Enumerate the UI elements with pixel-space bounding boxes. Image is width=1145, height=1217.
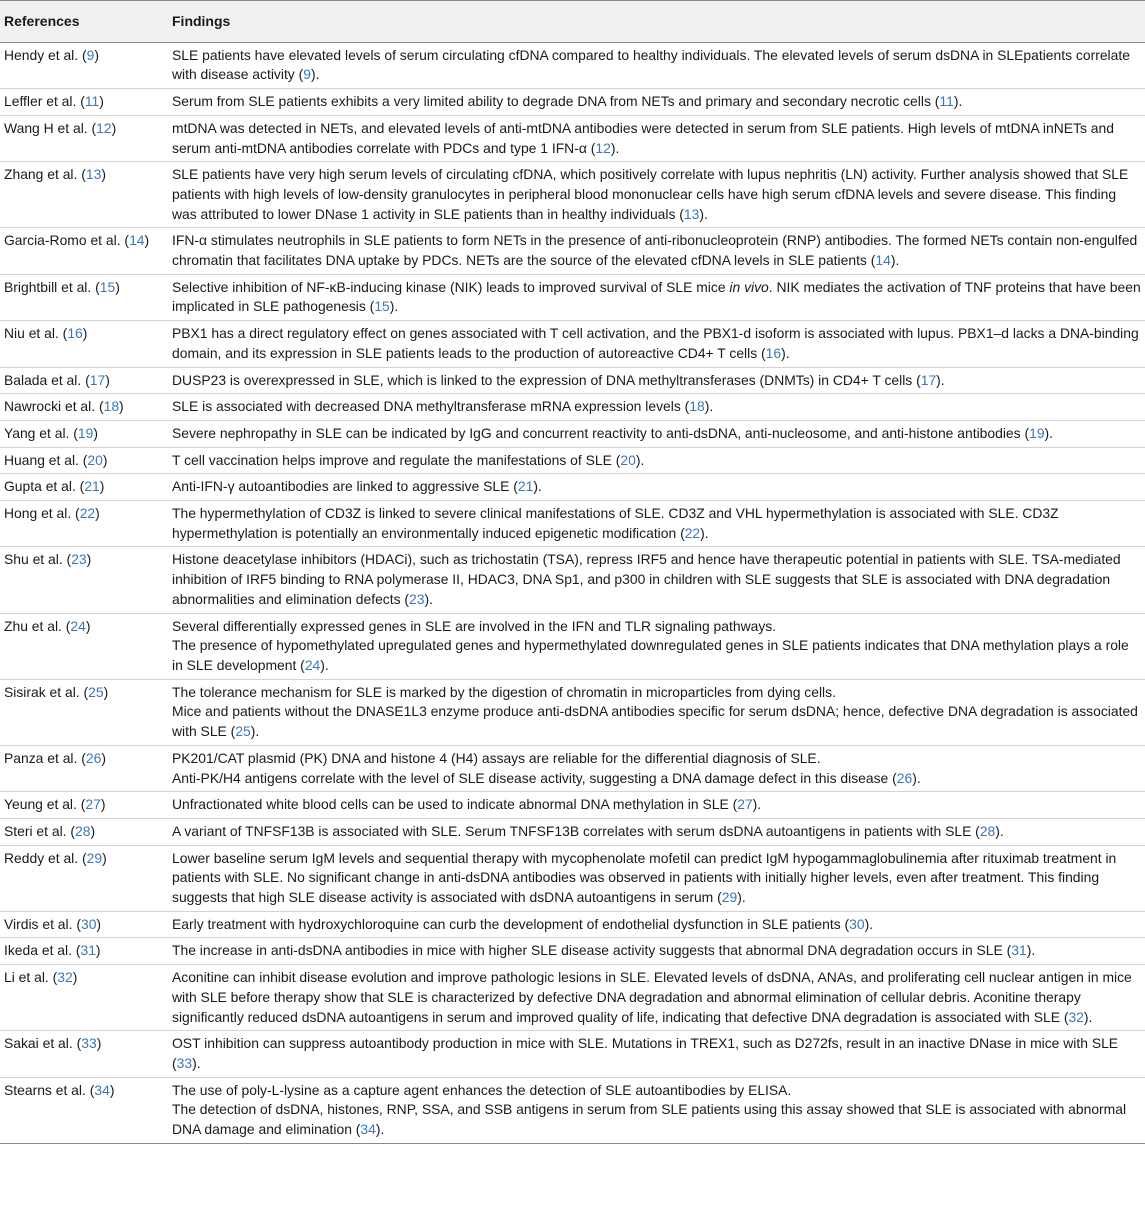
reference-author: Nawrocki et al. xyxy=(4,398,96,415)
finding-text: ). xyxy=(781,344,790,361)
reference-cell: Yeung et al. (27) xyxy=(0,792,168,819)
reference-cell: Ikeda et al. (31) xyxy=(0,938,168,965)
finding-text: ). xyxy=(192,1054,201,1071)
inline-citation-link[interactable]: 31 xyxy=(1011,942,1027,959)
finding-text: mtDNA was detected in NETs, and elevated levels of anti-mtDNA antibodies were detected in serum from SLE patients. High levels of mtDNA in xyxy=(172,119,1054,136)
finding-text: ). xyxy=(936,371,945,388)
finding-text: ). xyxy=(389,298,399,315)
findings-cell xyxy=(168,321,1145,367)
reference-citation-link[interactable]: 17 xyxy=(89,371,106,388)
finding-text: SLE patients have very high serum levels of circulating cfDNA, which positively correlate with lupus nephritis (LN) activity. Further analysis showed that SLE patients with high levels of low-density granulocytes in peripheral blood mononuclear cells have high serum cfDNA levels and severe disease. This finding was attributed to lower DNase 1 activity in SLE patients than in healthy individuals ( xyxy=(172,166,1129,222)
reference-cell: Virdis et al. (30) xyxy=(0,911,168,938)
finding-text: Anti-IFN-γ autoantibodies are linked to aggressive SLE ( xyxy=(172,478,518,495)
finding-text: Severe nephropathy in SLE can be indicated by IgG and concurrent reactivity to anti-dsDNA, anti-nucleosome, and anti-histone antibodies ( xyxy=(172,424,1030,441)
table-row xyxy=(0,1031,1145,1077)
finding-text: Several differentially expressed genes in SLE are involved in the IFN and TLR signaling pathways. xyxy=(172,617,777,634)
finding-text: Histone deacetylase inhibitors (HDACi), such as trichostatin (TSA), repress IRF5 and hence have therapeutic potential in patients with SLE. TSA-mediated inhibition of IRF5 binding to RNA polymerase II, HDAC3, DNA Sp1, and p300 in children with SLE suggests that SLE is associated with DNA degradation abnormalities and elimination defects ( xyxy=(172,551,1121,607)
reference-author: Zhang et al. xyxy=(4,166,78,183)
table-row xyxy=(0,474,1145,501)
findings-cell xyxy=(168,420,1145,447)
reference-cell: Yang et al. (19) xyxy=(0,420,168,447)
findings-cell xyxy=(168,501,1145,547)
inline-citation-link[interactable]: 22 xyxy=(684,524,701,541)
findings-cell xyxy=(168,367,1145,394)
findings-cell xyxy=(168,89,1145,116)
inline-citation-link[interactable]: 21 xyxy=(517,478,534,495)
finding-paragraph xyxy=(172,477,1143,497)
finding-text: ). xyxy=(1044,424,1054,441)
finding-text: DUSP23 is overexpressed in SLE, which is linked to the expression of DNA methyltransferases (DNMTs) in CD4+ T cells ( xyxy=(172,371,921,388)
reference-author: Virdis et al. xyxy=(4,915,73,932)
finding-paragraph xyxy=(172,371,1143,391)
reference-cell: Balada et al. (17) xyxy=(0,367,168,394)
finding-text: Serum from SLE patients exhibits a very limited ability to degrade DNA from NETs and primary and secondary necrotic cells ( xyxy=(172,93,940,110)
finding-text: Aconitine can inhibit disease evolution and improve pathologic lesions in SLE. Elevated levels of dsDNA, ANAs, and proliferating cell nuclear antigen in mice with SLE before therapy show that SLE is characterized by defective DNA degradation and abnormal elimination of cellular debris. Aconitine therapy significantly reduced dsDNA autoantigens in serum and improved quality of life, indicating that defective DNA degradation is associated with SLE ( xyxy=(172,969,1132,1025)
inline-citation-link[interactable]: 16 xyxy=(765,344,782,361)
reference-author: Huang et al. xyxy=(4,451,79,468)
table-row xyxy=(0,1077,1145,1143)
finding-paragraph xyxy=(172,1034,1143,1073)
finding-text: OST inhibition can suppress autoantibody production in mice with SLE. Mutations in TREX1, such as D272fs, result in an inactive DNase in mice with SLE ( xyxy=(172,1035,1119,1071)
finding-text: Early treatment with hydroxychloroquine can curb the development of endothelial dysfunction in SLE patients ( xyxy=(172,915,850,932)
reference-citation-link[interactable]: 21 xyxy=(84,478,100,495)
finding-text: ). xyxy=(533,478,542,495)
finding-text: ). xyxy=(737,889,746,906)
finding-paragraph xyxy=(172,397,1143,417)
finding-text: ). xyxy=(890,252,900,269)
findings-cell xyxy=(168,274,1145,320)
findings-cell xyxy=(168,162,1145,228)
finding-paragraph xyxy=(172,278,1143,317)
table-body xyxy=(0,42,1145,1143)
reference-cell: Gupta et al. (21) xyxy=(0,474,168,501)
reference-author: Garcia-Romo et al. xyxy=(4,232,121,249)
finding-text: A variant of TNFSF13B is associated with SLE. Serum TNFSF13B correlates with serum dsDNA autoantigens in patients with SLE ( xyxy=(172,822,980,839)
findings-cell xyxy=(168,845,1145,911)
reference-cell: Li et al. (32) xyxy=(0,965,168,1031)
reference-citation-link[interactable]: 20 xyxy=(87,451,103,468)
inline-citation-link[interactable]: 27 xyxy=(737,796,753,813)
reference-cell: Hong et al. (22) xyxy=(0,501,168,547)
table-row xyxy=(0,321,1145,367)
reference-author: Hong et al. xyxy=(4,505,72,522)
finding-paragraph xyxy=(172,550,1143,609)
reference-citation-link[interactable]: 16 xyxy=(67,325,83,342)
reference-cell: Sakai et al. (33) xyxy=(0,1031,168,1077)
finding-text: . NIK mediates the activation of TNF proteins that have been implicated in SLE pathogenesis ( xyxy=(172,278,1141,315)
inline-citation-link[interactable]: 32 xyxy=(1068,1008,1084,1025)
inline-citation-link[interactable]: 19 xyxy=(1029,424,1045,441)
finding-paragraph xyxy=(172,1081,1143,1101)
table-row xyxy=(0,367,1145,394)
findings-cell xyxy=(168,474,1145,501)
finding-text: SLE patients have elevated levels of serum circulating cfDNA compared to healthy individuals. The elevated levels of serum dsDNA in SLE xyxy=(172,46,1024,63)
finding-text: ). xyxy=(752,796,762,813)
table-row xyxy=(0,115,1145,161)
reference-author: Zhu et al. xyxy=(4,617,62,634)
finding-text: NETs and serum anti-mtDNA antibodies correlate with PDCs and type 1 IFN-α ( xyxy=(172,119,1114,156)
inline-citation-link[interactable]: 9 xyxy=(303,66,311,83)
finding-text: ). xyxy=(864,915,874,932)
finding-text: The presence of hypomethylated upregulated genes and hypermethylated downregulated genes in SLE patients indicates that DNA methylation plays a role in SLE development ( xyxy=(172,637,1129,673)
finding-paragraph xyxy=(172,324,1143,363)
reference-cell: Leffler et al. (11) xyxy=(0,89,168,116)
findings-cell xyxy=(168,792,1145,819)
finding-text: ). xyxy=(1026,942,1036,959)
table-row xyxy=(0,938,1145,965)
findings-cell xyxy=(168,447,1145,474)
finding-text: ). xyxy=(953,93,963,110)
finding-text: PK201/CAT plasmid (PK) DNA and histone 4 (H4) assays are reliable for the differential diagnosis of SLE. xyxy=(172,749,821,766)
reference-author: Leffler et al. xyxy=(4,93,77,110)
reference-citation-link[interactable]: 14 xyxy=(129,232,145,249)
finding-text: SLE is associated with decreased DNA methyltransferase mRNA expression levels ( xyxy=(172,398,690,415)
reference-citation-link[interactable]: 30 xyxy=(80,915,97,932)
reference-citation-link[interactable]: 9 xyxy=(86,46,95,63)
finding-text: The increase in anti-dsDNA antibodies in mice with higher SLE disease activity suggests that abnormal DNA degradation occurs in SLE ( xyxy=(172,942,1012,959)
reference-cell: Steri et al. (28) xyxy=(0,818,168,845)
reference-citation-link[interactable]: 34 xyxy=(94,1081,110,1098)
inline-citation-link[interactable]: 30 xyxy=(849,915,865,932)
finding-text: ). xyxy=(635,451,645,468)
inline-citation-link[interactable]: 25 xyxy=(235,723,251,740)
reference-cell: Reddy et al. (29) xyxy=(0,845,168,911)
reference-citation-link[interactable]: 33 xyxy=(81,1035,97,1052)
reference-author: Li et al. xyxy=(4,969,49,986)
findings-cell xyxy=(168,547,1145,613)
reference-cell: Panza et al. (26) xyxy=(0,745,168,791)
findings-cell xyxy=(168,818,1145,845)
reference-author: Hendy et al. xyxy=(4,46,79,63)
finding-paragraph xyxy=(172,165,1143,224)
reference-author: Niu et al. xyxy=(4,325,59,342)
finding-text: Selective inhibition of NF-κB-inducing kinase (NIK) leads to improved survival of SLE mice xyxy=(172,278,730,295)
reference-cell: Nawrocki et al. (18) xyxy=(0,394,168,421)
findings-cell xyxy=(168,42,1145,88)
finding-text: ). xyxy=(995,822,1004,839)
finding-text: ). xyxy=(250,723,260,740)
inline-citation-link[interactable]: 28 xyxy=(979,822,996,839)
finding-paragraph xyxy=(172,968,1143,1027)
finding-paragraph xyxy=(172,424,1143,444)
reference-citation-link[interactable]: 12 xyxy=(96,119,112,136)
inline-citation-link[interactable]: 14 xyxy=(875,252,891,269)
finding-text: patients correlate with disease activity ( xyxy=(172,46,1130,83)
reference-cell: Sisirak et al. (25) xyxy=(0,679,168,745)
finding-paragraph xyxy=(172,795,1143,815)
reference-cell: Garcia-Romo et al. (14) xyxy=(0,228,168,274)
table-row xyxy=(0,547,1145,613)
finding-text: The detection of dsDNA, histones, RNP, SSA, and SSB antigens in serum from SLE patients using this assay showed that SLE is associated with abnormal DNA damage and elimination ( xyxy=(172,1101,1127,1138)
reference-author: Gupta et al. xyxy=(4,478,76,495)
findings-cell xyxy=(168,115,1145,161)
reference-citation-link[interactable]: 18 xyxy=(103,398,120,415)
inline-citation-link[interactable]: 23 xyxy=(409,590,425,607)
finding-text: IFN-α stimulates neutrophils in SLE patients to form NETs in the presence of anti-ribonucleoprotein (RNP) antibodies. The formed NETs contain non-engulfed chromatin that facilitates DNA uptake by PDCs. NETs are the source of the elevated cfDNA levels in SLE patients ( xyxy=(172,232,1138,269)
inline-citation-link[interactable]: 33 xyxy=(176,1054,193,1071)
inline-citation-link[interactable]: 24 xyxy=(304,656,321,673)
inline-citation-link[interactable]: 20 xyxy=(620,451,636,468)
inline-citation-link[interactable]: 26 xyxy=(896,769,913,786)
reference-author: Ikeda et al. xyxy=(4,942,72,959)
table-row xyxy=(0,745,1145,791)
finding-paragraph xyxy=(172,231,1143,270)
finding-text: ). xyxy=(610,139,620,156)
findings-cell xyxy=(168,745,1145,791)
reference-author: Yeung et al. xyxy=(4,796,77,813)
table-row xyxy=(0,447,1145,474)
table-row xyxy=(0,679,1145,745)
header-row xyxy=(0,1,1145,43)
table-row xyxy=(0,89,1145,116)
reference-author: Reddy et al. xyxy=(4,849,79,866)
table-row xyxy=(0,911,1145,938)
finding-text: ). xyxy=(310,66,320,83)
table-row xyxy=(0,501,1145,547)
reference-citation-link[interactable]: 24 xyxy=(70,617,86,634)
reference-cell: Brightbill et al. (15) xyxy=(0,274,168,320)
finding-paragraph xyxy=(172,119,1143,158)
reference-cell: Wang H et al. (12) xyxy=(0,115,168,161)
table-row xyxy=(0,613,1145,679)
finding-paragraph xyxy=(172,702,1143,741)
finding-paragraph xyxy=(172,636,1143,675)
finding-paragraph xyxy=(172,617,1143,637)
findings-cell xyxy=(168,965,1145,1031)
finding-text: T cell vaccination helps improve and regulate the manifestations of SLE ( xyxy=(172,451,621,468)
finding-text: Anti-PK/H4 antigens correlate with the level of SLE disease activity, suggesting a DNA damage defect in this disease ( xyxy=(172,769,897,786)
finding-paragraph xyxy=(172,769,1143,789)
reference-author: Panza et al. xyxy=(4,749,78,766)
finding-text: ). xyxy=(912,769,921,786)
finding-paragraph xyxy=(172,504,1143,543)
reference-citation-link[interactable]: 29 xyxy=(86,849,103,866)
findings-cell xyxy=(168,613,1145,679)
table-row xyxy=(0,420,1145,447)
reference-citation-link[interactable]: 31 xyxy=(80,942,96,959)
inline-citation-link[interactable]: 15 xyxy=(374,298,390,315)
reference-citation-link[interactable]: 11 xyxy=(84,93,100,110)
finding-text: PBX1 has a direct regulatory effect on genes associated with T cell activation, and the PBX1-d isoform is associated with lupus. PBX1–d lacks a DNA-binding domain, and its expression in SLE patients leads to the production of autoreactive CD4+ T cells ( xyxy=(172,325,1139,361)
table-row xyxy=(0,792,1145,819)
inline-citation-link[interactable]: 12 xyxy=(595,139,611,156)
finding-text: ). xyxy=(699,205,708,222)
reference-citation-link[interactable]: 19 xyxy=(77,424,94,441)
reference-citation-link[interactable]: 22 xyxy=(79,505,96,522)
reference-citation-link[interactable]: 32 xyxy=(57,969,73,986)
header-references: References xyxy=(0,1,168,43)
inline-citation-link[interactable]: 13 xyxy=(683,205,700,222)
reference-cell: Stearns et al. (34) xyxy=(0,1077,168,1143)
finding-text: Mice and patients without the DNASE1L3 enzyme produce anti-dsDNA antibodies specific for serum dsDNA; hence, defective DNA degradation is associated with SLE ( xyxy=(172,703,1138,740)
reference-author: Brightbill et al. xyxy=(4,278,92,295)
finding-paragraph xyxy=(172,451,1143,471)
finding-text: ). xyxy=(704,398,714,415)
reference-citation-link[interactable]: 15 xyxy=(99,278,116,295)
finding-text: ). xyxy=(424,590,433,607)
reference-citation-link[interactable]: 23 xyxy=(71,551,87,568)
finding-paragraph xyxy=(172,915,1143,935)
finding-text: Lower baseline serum IgM levels and sequential therapy with mycophenolate mofetil can predict IgM hypogammaglobulinemia after rituximab treatment in patients with SLE. No significant change in anti-dsDNA antibodies was observed in patients with initially higher levels, even after treatment. This finding suggests that high SLE disease activity is associated with dsDNA autoantigens in serum ( xyxy=(172,849,1117,906)
finding-text: ). xyxy=(1083,1008,1093,1025)
italic-term: in vivo xyxy=(729,278,769,295)
finding-text: The tolerance mechanism for SLE is marked by the digestion of chromatin in microparticles from dying cells. xyxy=(172,683,836,700)
reference-author: Sakai et al. xyxy=(4,1035,73,1052)
table-row xyxy=(0,42,1145,88)
reference-cell: Niu et al. (16) xyxy=(0,321,168,367)
reference-citation-link[interactable]: 25 xyxy=(88,683,104,700)
table-row xyxy=(0,274,1145,320)
reference-author: Sisirak et al. xyxy=(4,683,80,700)
inline-citation-link[interactable]: 17 xyxy=(920,371,937,388)
finding-paragraph xyxy=(172,749,1143,769)
table-row xyxy=(0,394,1145,421)
inline-citation-link[interactable]: 34 xyxy=(360,1121,376,1138)
table-row xyxy=(0,818,1145,845)
reference-citation-link[interactable]: 27 xyxy=(85,796,101,813)
finding-text: ). xyxy=(320,656,329,673)
finding-paragraph xyxy=(172,1100,1143,1139)
inline-citation-link[interactable]: 11 xyxy=(939,93,954,110)
reference-cell: Zhu et al. (24) xyxy=(0,613,168,679)
table-row xyxy=(0,162,1145,228)
reference-cell: Shu et al. (23) xyxy=(0,547,168,613)
finding-paragraph xyxy=(172,683,1143,703)
findings-cell xyxy=(168,679,1145,745)
finding-text: Unfractionated white blood cells can be used to indicate abnormal DNA methylation in SLE ( xyxy=(172,796,738,813)
finding-paragraph xyxy=(172,849,1143,908)
reference-citation-link[interactable]: 13 xyxy=(85,166,102,183)
findings-cell xyxy=(168,911,1145,938)
reference-cell: Huang et al. (20) xyxy=(0,447,168,474)
header-findings: Findings xyxy=(168,1,1145,43)
finding-text: ). xyxy=(700,524,709,541)
reference-author: Shu et al. xyxy=(4,551,63,568)
reference-author: Wang H et al. xyxy=(4,119,88,136)
findings-cell xyxy=(168,1077,1145,1143)
finding-paragraph xyxy=(172,822,1143,842)
reference-author: Stearns et al. xyxy=(4,1081,86,1098)
inline-citation-link[interactable]: 18 xyxy=(689,398,705,415)
finding-text: The hypermethylation of CD3Z is linked to severe clinical manifestations of SLE. CD3Z and VHL hypermethylation is associated with SLE. CD3Z hypermethylation is potentially an environmentally induced epigenetic modification ( xyxy=(172,505,1059,541)
findings-cell xyxy=(168,394,1145,421)
reference-author: Steri et al. xyxy=(4,822,67,839)
table-row xyxy=(0,228,1145,274)
finding-paragraph xyxy=(172,941,1143,961)
reference-citation-link[interactable]: 28 xyxy=(75,822,91,839)
reference-citation-link[interactable]: 26 xyxy=(85,749,102,766)
reference-cell: Zhang et al. (13) xyxy=(0,162,168,228)
findings-cell xyxy=(168,938,1145,965)
reference-cell: Hendy et al. (9) xyxy=(0,42,168,88)
table-row xyxy=(0,845,1145,911)
findings-cell xyxy=(168,1031,1145,1077)
finding-paragraph xyxy=(172,92,1143,112)
finding-text: ). xyxy=(375,1121,385,1138)
finding-text: The use of poly-L-lysine as a capture agent enhances the detection of SLE autoantibodies by ELISA. xyxy=(172,1081,792,1098)
inline-citation-link[interactable]: 29 xyxy=(721,889,738,906)
findings-cell xyxy=(168,228,1145,274)
table-row xyxy=(0,965,1145,1031)
reference-author: Yang et al. xyxy=(4,424,70,441)
finding-paragraph xyxy=(172,46,1143,85)
reference-author: Balada et al. xyxy=(4,371,82,388)
